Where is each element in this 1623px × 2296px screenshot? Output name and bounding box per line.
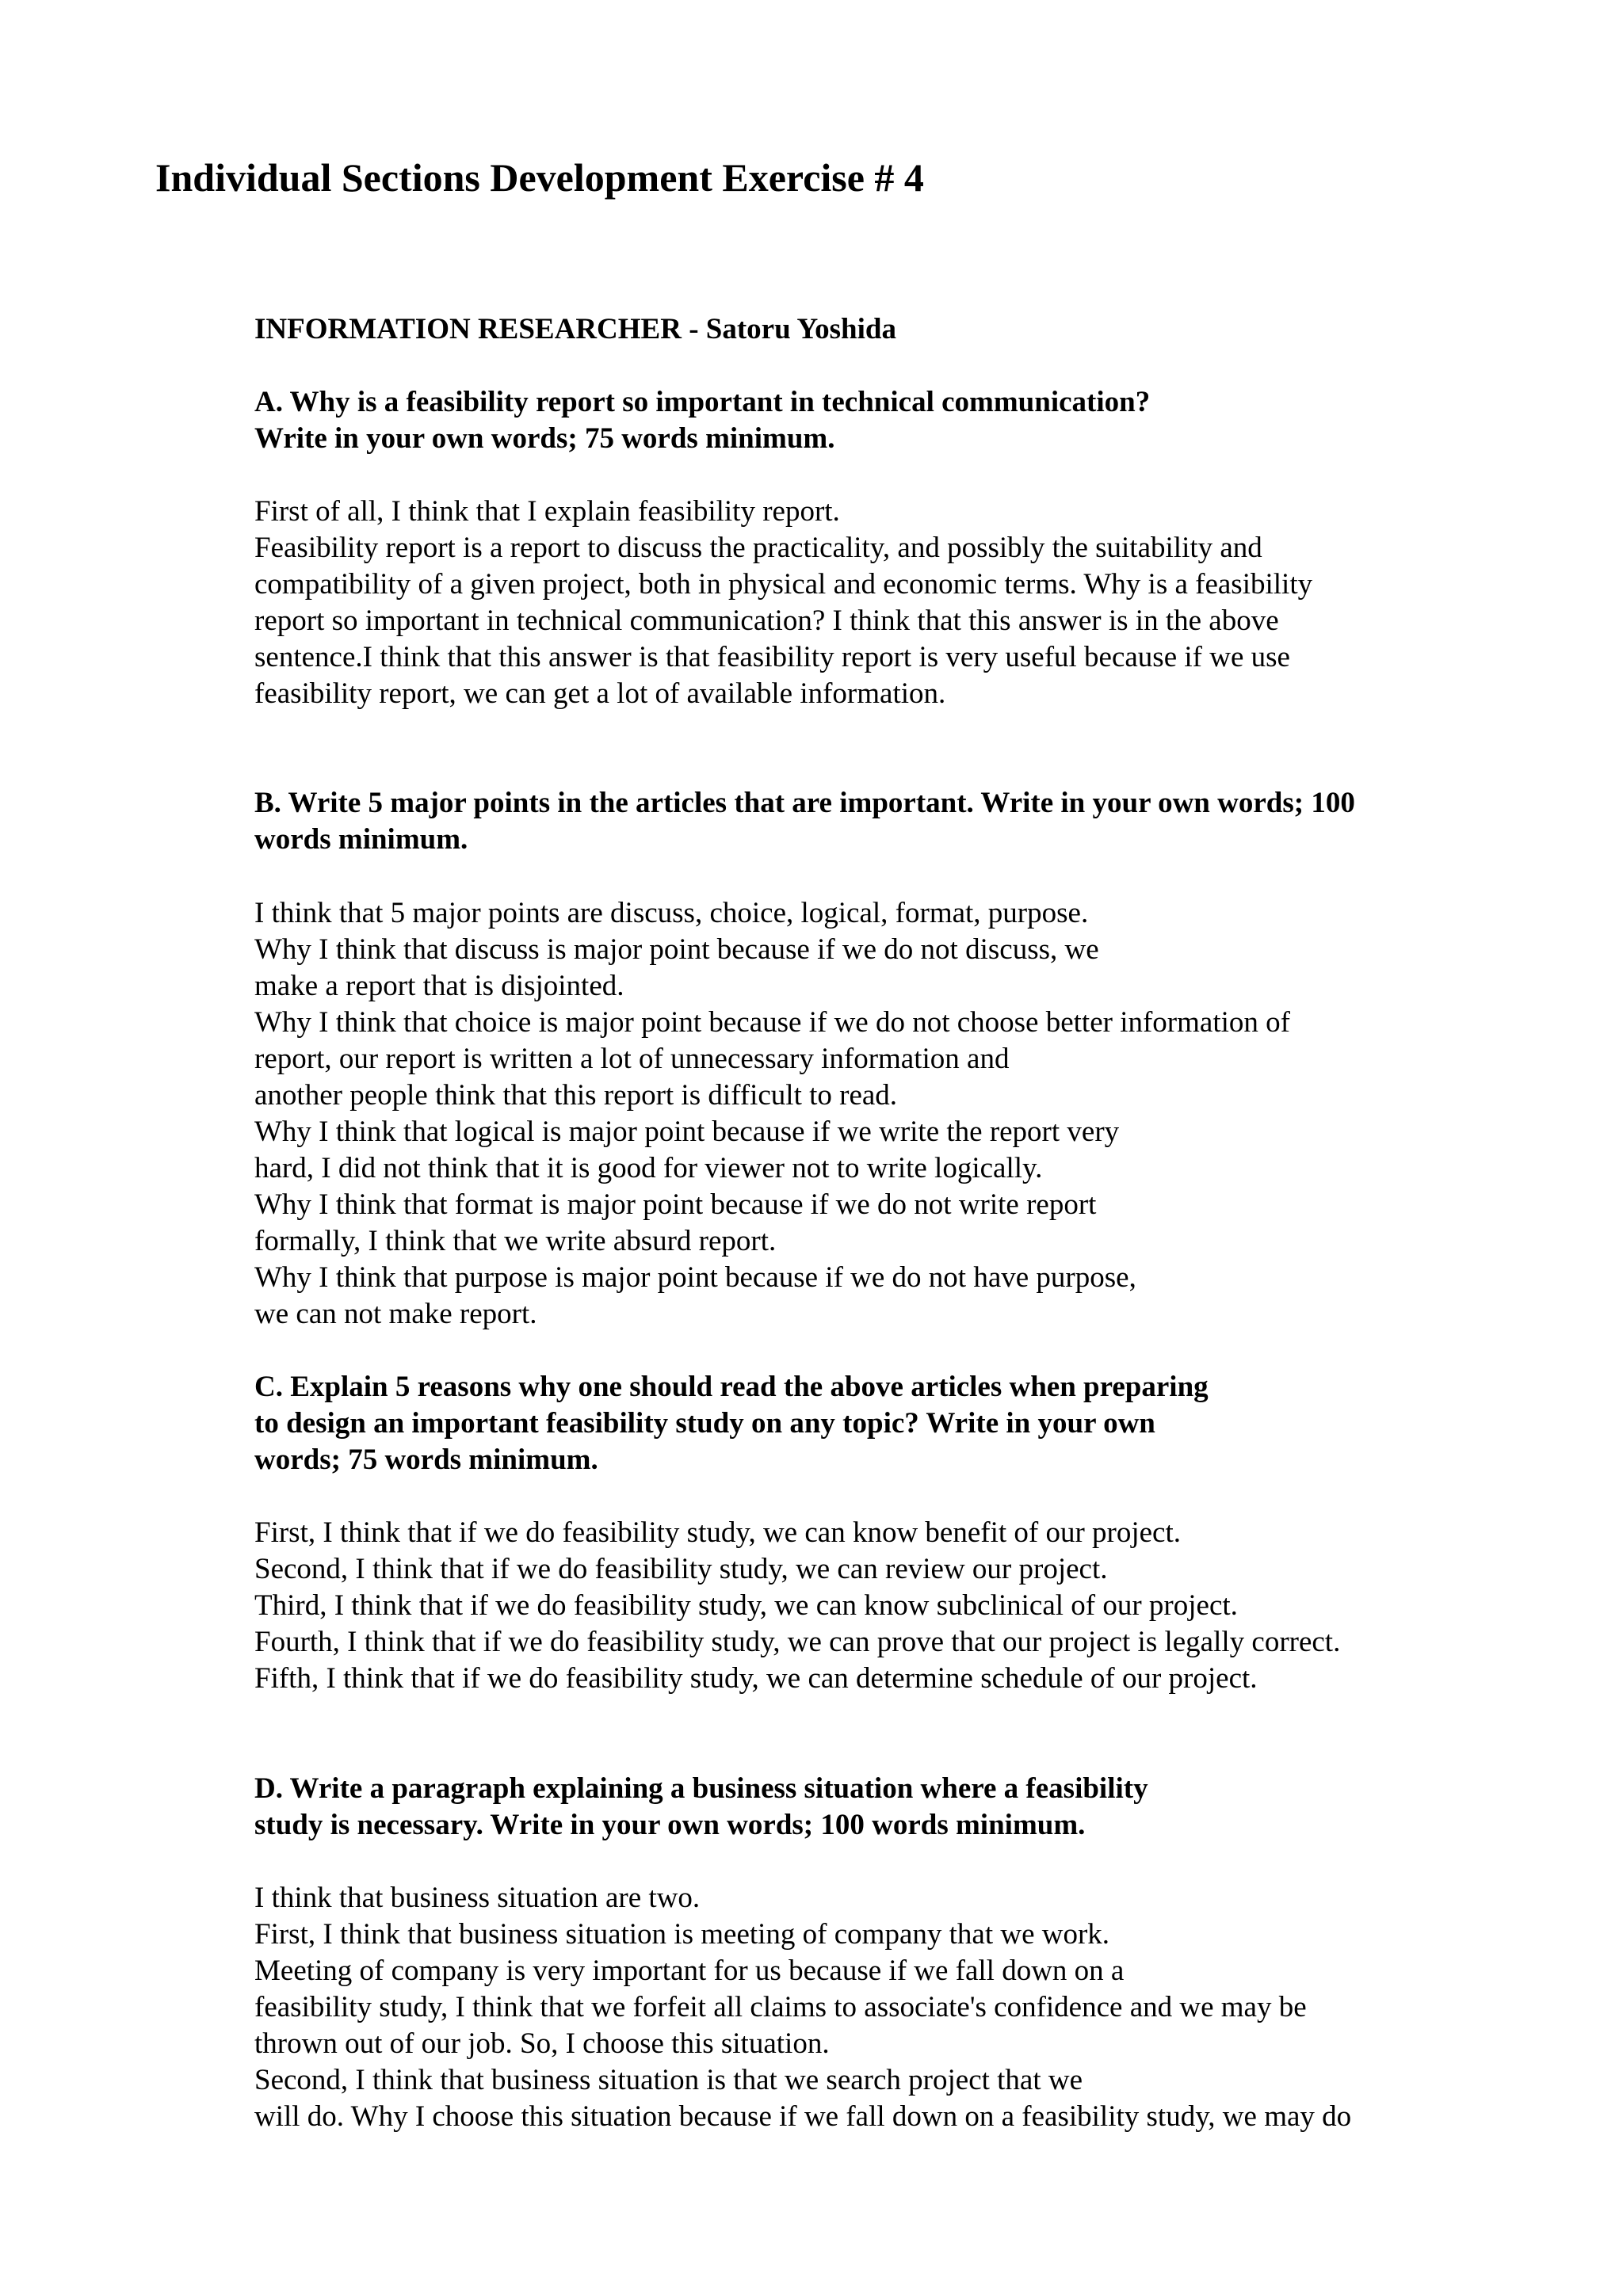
section-b-body-line-1: I think that 5 major points are discuss, choice, logical, format, purpose. xyxy=(254,897,1089,929)
section-b-body-line-11: Why I think that purpose is major point because if we do not have purpose, xyxy=(254,1261,1136,1294)
section-a-body-line-3: compatibility of a given project, both in physical and economic terms. Why is a feasibility xyxy=(254,568,1313,601)
section-d-body-line-5: thrown out of our job. So, I choose this situation. xyxy=(254,2027,830,2060)
section-c-heading-line-3: words; 75 words minimum. xyxy=(254,1444,598,1476)
section-d-body-line-4: feasibility study, I think that we forfeit all claims to associate's confidence and we may be xyxy=(254,1991,1307,2023)
section-c-body-line-2: Second, I think that if we do feasibility study, we can review our project. xyxy=(254,1553,1108,1585)
page-title: Individual Sections Development Exercise # 4 xyxy=(155,155,924,200)
section-b-body-line-9: Why I think that format is major point because if we do not write report xyxy=(254,1188,1097,1221)
section-a-body-line-5: sentence.I think that this answer is that feasibility report is very useful because if we use xyxy=(254,641,1290,673)
section-d-body-line-7: will do. Why I choose this situation because if we fall down on a feasibility study, we may do xyxy=(254,2100,1352,2133)
section-c-heading-line-2: to design an important feasibility study on any topic? Write in your own xyxy=(254,1407,1155,1440)
section-a-body-line-2: Feasibility report is a report to discuss the practicality, and possibly the suitability and xyxy=(254,532,1262,564)
section-b-heading-line-1: B. Write 5 major points in the articles that are important. Write in your own words; 100 xyxy=(254,787,1355,819)
section-d-heading-line-1: D. Write a paragraph explaining a business situation where a feasibility xyxy=(254,1772,1148,1805)
section-c-body-line-3: Third, I think that if we do feasibility study, we can know subclinical of our project. xyxy=(254,1589,1238,1622)
section-d-body-line-6: Second, I think that business situation is that we search project that we xyxy=(254,2064,1083,2096)
section-c-heading-line-1: C. Explain 5 reasons why one should read the above articles when preparing xyxy=(254,1371,1209,1403)
section-b-body-line-10: formally, I think that we write absurd report. xyxy=(254,1225,777,1257)
section-b-body-line-2: Why I think that discuss is major point because if we do not discuss, we xyxy=(254,933,1099,966)
section-a-body-line-1: First of all, I think that I explain feasibility report. xyxy=(254,495,840,528)
section-c-body-line-5: Fifth, I think that if we do feasibility study, we can determine schedule of our project. xyxy=(254,1662,1258,1695)
section-d-heading-line-2: study is necessary. Write in your own words; 100 words minimum. xyxy=(254,1809,1086,1841)
section-d-body-line-3: Meeting of company is very important for us because if we fall down on a xyxy=(254,1955,1125,1987)
section-a-body-line-6: feasibility report, we can get a lot of available information. xyxy=(254,677,946,710)
section-c-body-line-1: First, I think that if we do feasibility study, we can know benefit of our project. xyxy=(254,1516,1182,1549)
section-a-heading-line-2: Write in your own words; 75 words minimum. xyxy=(254,422,835,455)
section-b-body-line-12: we can not make report. xyxy=(254,1298,537,1330)
section-b-heading-line-2: words minimum. xyxy=(254,823,468,856)
section-a-heading-line-1: A. Why is a feasibility report so important in technical communication? xyxy=(254,386,1151,418)
section-b-body-line-3: make a report that is disjointed. xyxy=(254,970,624,1002)
section-b-body-line-6: another people think that this report is difficult to read. xyxy=(254,1079,898,1112)
section-a-body-line-4: report so important in technical communication? I think that this answer is in the above xyxy=(254,605,1279,637)
section-d-body-line-1: I think that business situation are two. xyxy=(254,1882,701,1914)
section-b-body-line-7: Why I think that logical is major point because if we write the report very xyxy=(254,1116,1120,1148)
section-b-body-line-4: Why I think that choice is major point because if we do not choose better information of xyxy=(254,1006,1290,1039)
section-b-body-line-8: hard, I did not think that it is good for viewer not to write logically. xyxy=(254,1152,1043,1184)
section-d-body-line-2: First, I think that business situation is meeting of company that we work. xyxy=(254,1918,1110,1951)
section-c-body-line-4: Fourth, I think that if we do feasibility study, we can prove that our project is legally correct. xyxy=(254,1626,1341,1658)
section-b-body-line-5: report, our report is written a lot of unnecessary information and xyxy=(254,1043,1010,1075)
author-byline: INFORMATION RESEARCHER - Satoru Yoshida xyxy=(254,313,896,345)
